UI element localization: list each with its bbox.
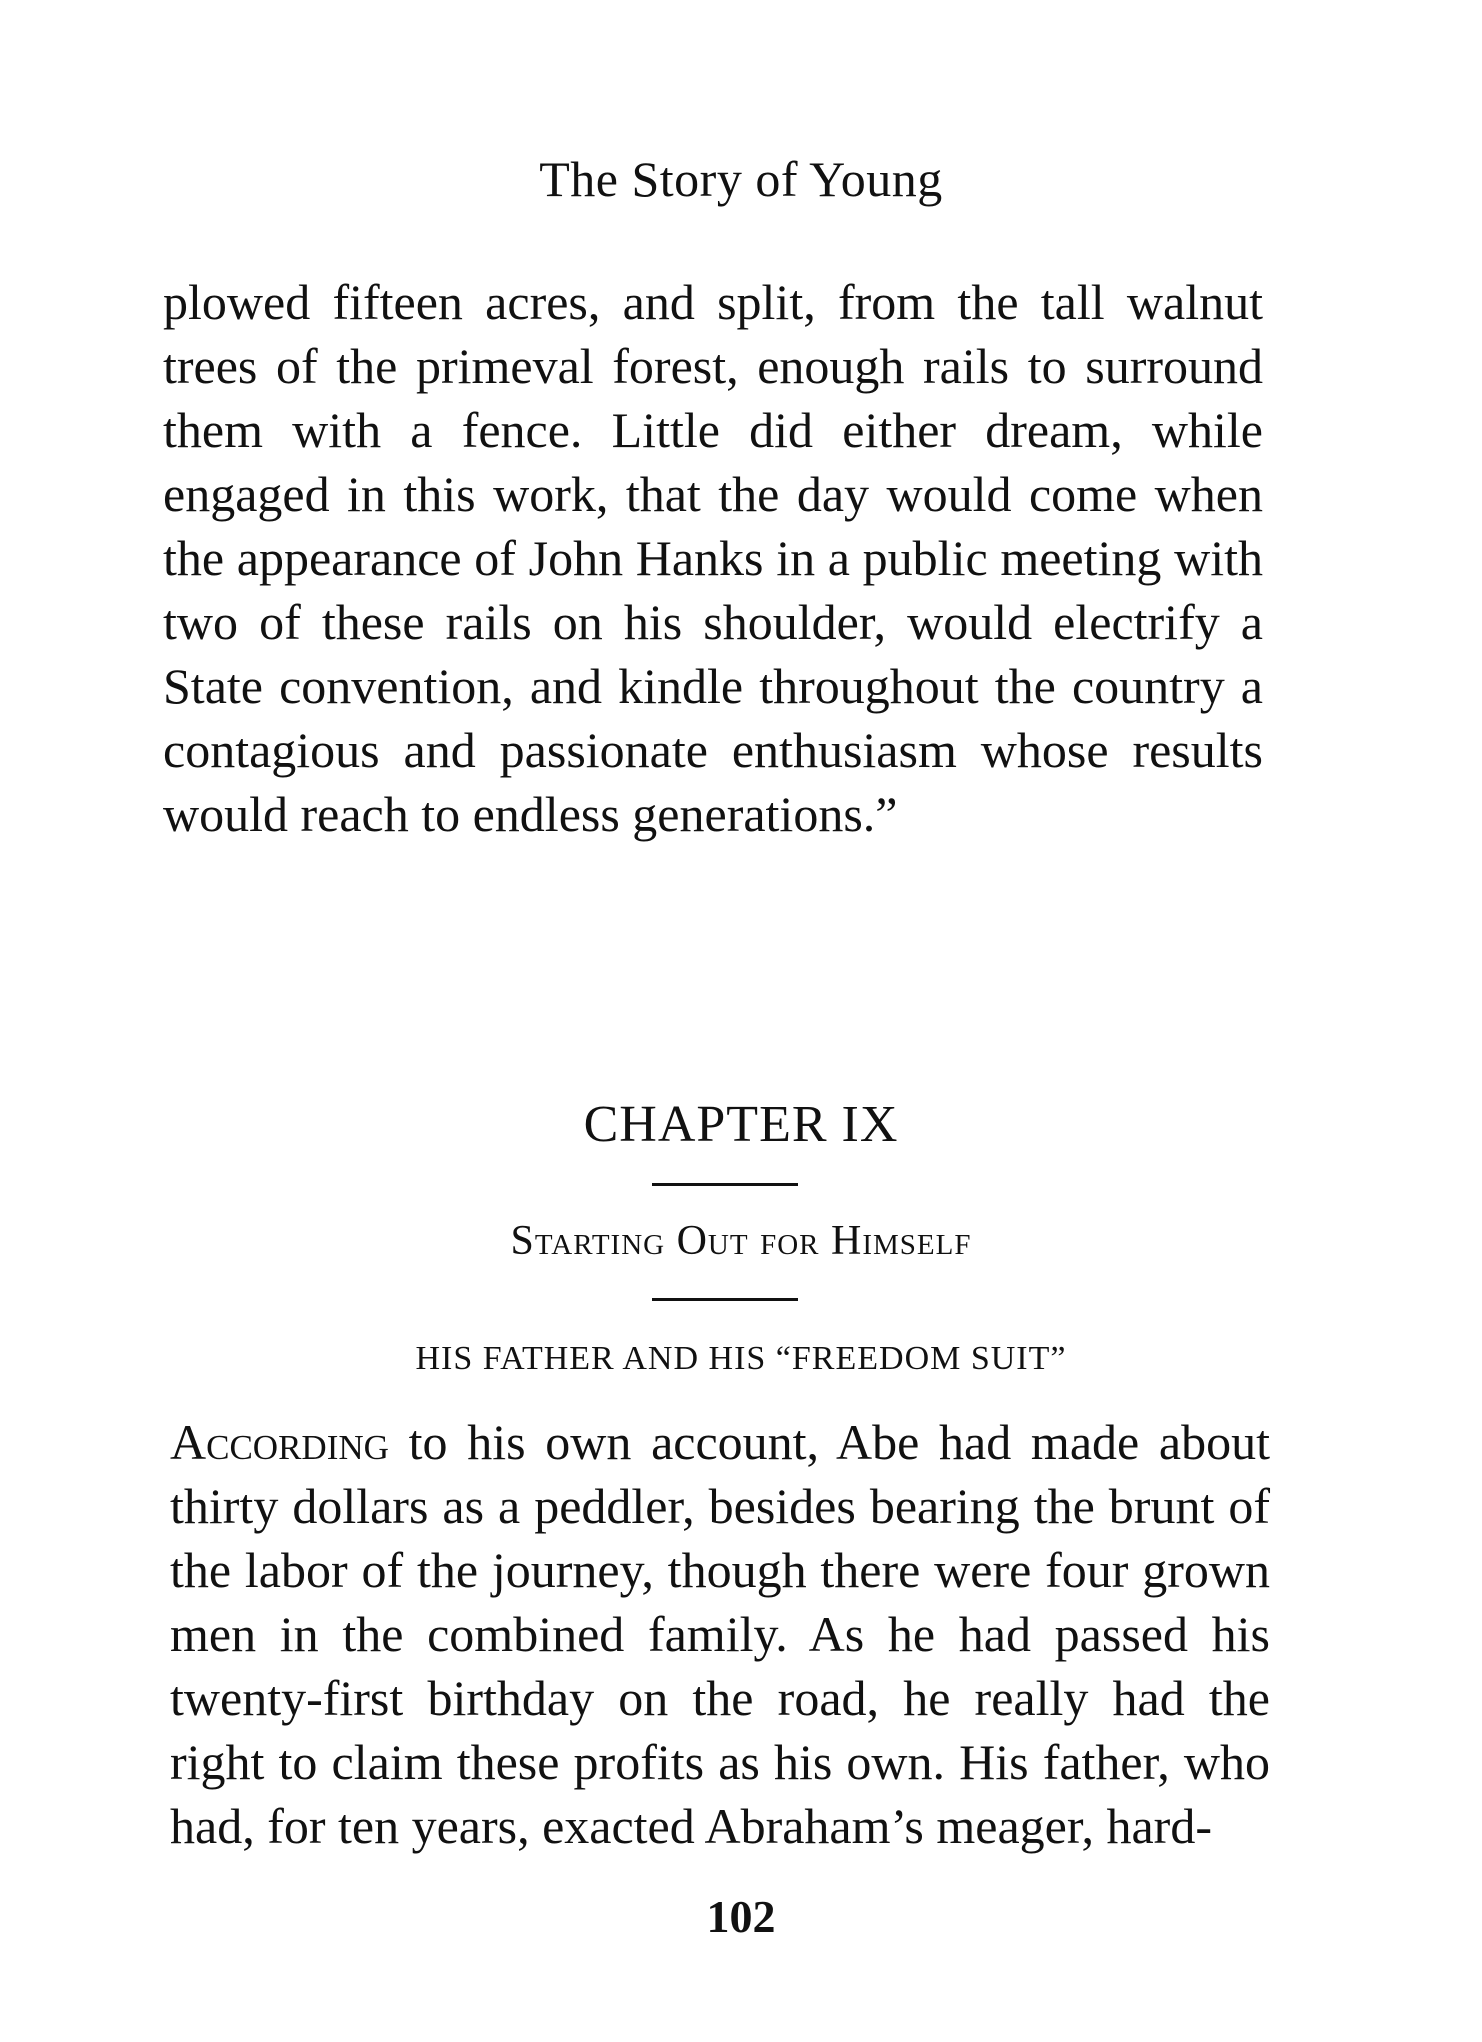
- section-heading: HIS FATHER AND HIS “FREEDOM SUIT”: [415, 1340, 1067, 1377]
- running-head: The Story of Young: [539, 151, 943, 207]
- divider-rule: [652, 1298, 798, 1301]
- body-paragraph-1: plowed fifteen acres, and split, from the tall walnut trees of the primeval forest, enough rails to surround them with a fence. Little did either dream, while engaged in this work, that the day would come when the appearance of John Hanks in a public meeting with two of these rails on his shoulder, would electrify a State convention, and kindle throughout the country a contagious and passionate enthusiasm whose results would reach to endless generations.”: [163, 274, 1263, 842]
- paragraph-2-text: to his own account, Abe had made about thirty dollars as a peddler, besides bearing the brunt of the labor of the journey, though there were four grown men in the combined family. As he had passed his twenty-first birthday on the road, he really had the right to claim these profits as his own. His father, who had, for ten years, exacted Abraham’s meager, hard-: [170, 1414, 1270, 1854]
- chapter-title: Starting Out for Himself: [510, 1218, 972, 1264]
- divider-rule: [652, 1183, 798, 1186]
- page-number: 102: [706, 1891, 776, 1942]
- lead-word: According: [170, 1414, 389, 1470]
- chapter-number: CHAPTER IX: [583, 1096, 899, 1153]
- body-paragraph-2: [170, 1410, 1270, 1858]
